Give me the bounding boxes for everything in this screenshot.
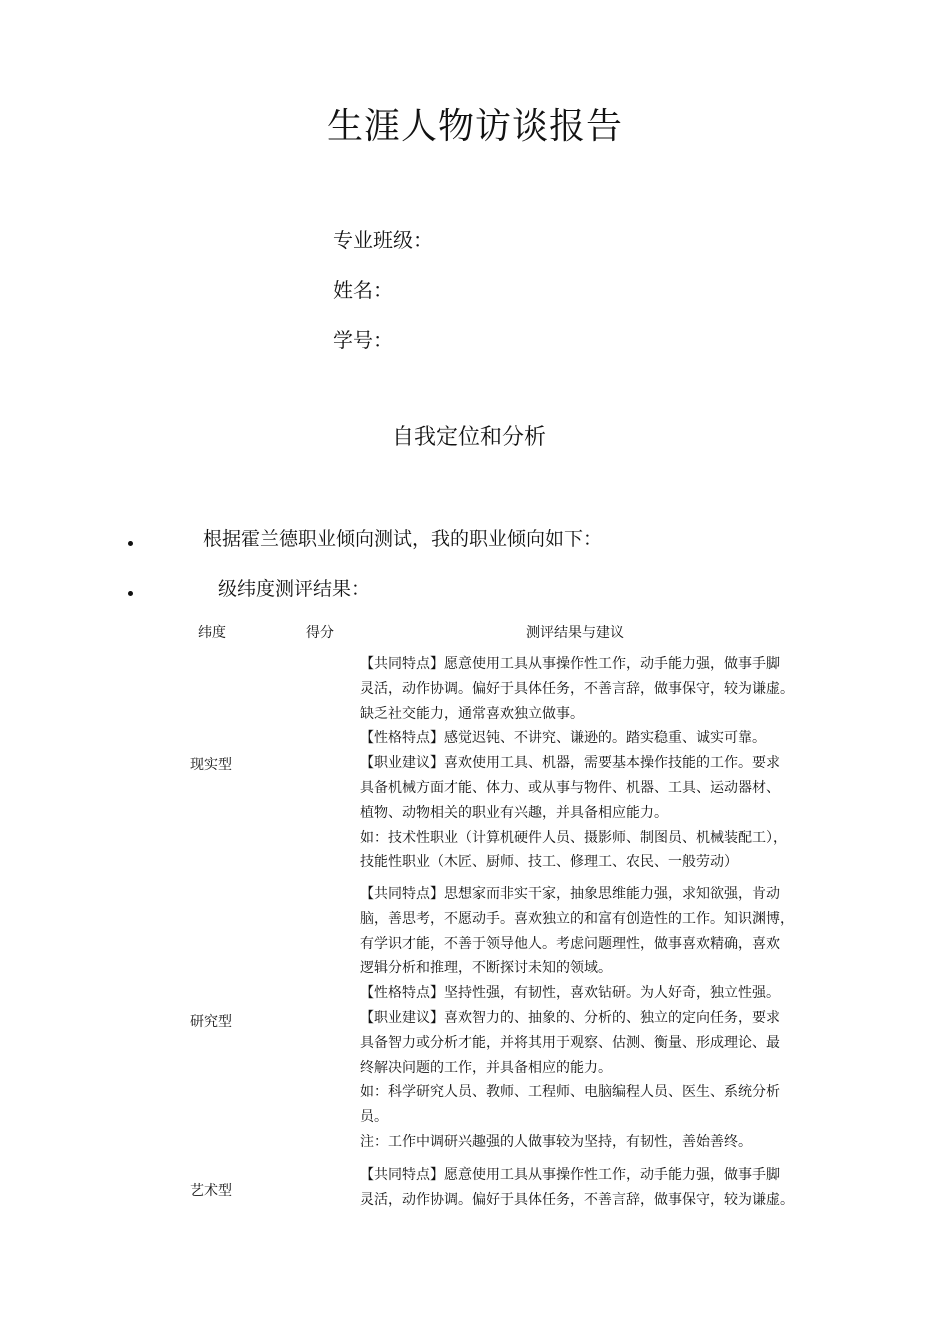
result-line: 终解决问题的工作，并具备相应的能力。	[360, 1059, 612, 1076]
table-header-score: 得分	[306, 625, 334, 641]
result-line: 【共同特点】思想家而非实干家，抽象思维能力强，求知欲强，肯动	[360, 886, 780, 902]
result-cell	[360, 882, 800, 1155]
result-cell	[360, 1163, 800, 1213]
bullet-text: 级纬度测评结果：	[218, 578, 371, 600]
result-line: 如：科学研究人员、教师、工程师、电脑编程人员、医生、系统分析	[360, 1084, 780, 1101]
result-line: 逻辑分析和推理，不断探讨未知的领域。	[360, 960, 612, 977]
result-line: 【性格特点】感觉迟钝、不讲究、谦逊的。踏实稳重、诚实可靠。	[360, 730, 766, 747]
result-line: 有学识才能，不善于领导他人。考虑问题理性，做事喜欢精确，喜欢	[360, 935, 780, 952]
result-line: 【性格特点】坚持性强，有韧性，喜欢钻研。为人好奇，独立性强。	[360, 985, 780, 1002]
section-title: 自我定位和分析	[391, 425, 546, 450]
bullet-text: 根据霍兰德职业倾向测试，我的职业倾向如下：	[203, 528, 603, 550]
result-line: 员。	[360, 1109, 388, 1126]
table-header-dimension: 纬度	[198, 625, 226, 641]
result-cell	[360, 652, 800, 875]
name-label: 姓名：	[333, 278, 393, 302]
student-id-label: 学号：	[333, 328, 393, 352]
result-line: 具备智力或分析才能，并将其用于观察、估测、衡量、形成理论、最	[360, 1034, 780, 1051]
result-line: 【共同特点】愿意使用工具从事操作性工作，动手能力强，做事手脚	[360, 656, 780, 672]
dimension-label: 现实型	[190, 757, 232, 773]
result-line: 如：技术性职业（计算机硬件人员、摄影师、制图员、机械装配工），	[360, 829, 787, 846]
result-line: 具备机械方面才能、体力、或从事与物件、机器、工具、运动器材、	[360, 779, 780, 796]
result-line: 【共同特点】愿意使用工具从事操作性工作，动手能力强，做事手脚	[360, 1167, 780, 1183]
result-line: 灵活，动作协调。偏好于具体任务，不善言辞，做事保守，较为谦虚。	[360, 1191, 794, 1208]
dimension-label: 研究型	[190, 1014, 232, 1030]
result-line: 植物、动物相关的职业有兴趣，并具备相应能力。	[360, 804, 668, 821]
bullet-dot	[128, 541, 133, 546]
major-class-label: 专业班级：	[333, 228, 433, 252]
result-line: 缺乏社交能力，通常喜欢独立做事。	[360, 705, 584, 722]
result-line: 注：工作中调研兴趣强的人做事较为坚持，有韧性，善始善终。	[360, 1133, 752, 1150]
result-line: 脑，善思考，不愿动手。喜欢独立的和富有创造性的工作。知识渊博，	[360, 910, 794, 927]
result-line: 【职业建议】喜欢使用工具、机器，需要基本操作技能的工作。要求	[360, 755, 780, 772]
result-line: 灵活，动作协调。偏好于具体任务，不善言辞，做事保守，较为谦虚。	[360, 680, 794, 697]
bullet-dot	[128, 591, 133, 596]
document-title: 生涯人物访谈报告	[326, 106, 623, 147]
dimension-label: 艺术型	[190, 1183, 232, 1199]
table-header-result: 测评结果与建议	[526, 625, 624, 641]
result-line: 【职业建议】喜欢智力的、抽象的、分析的、独立的定向任务，要求	[360, 1009, 780, 1026]
result-line: 技能性职业（木匠、厨师、技工、修理工、农民、一般劳动）	[360, 854, 738, 871]
